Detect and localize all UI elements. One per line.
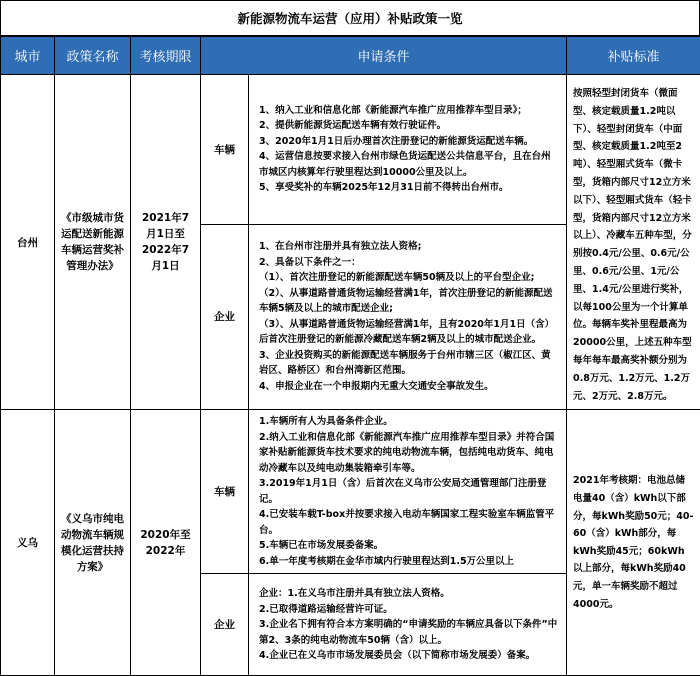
condition-line: 4、申报企业在一个申报期内无重大交通安全事故发生。 (259, 379, 560, 395)
header-conditions: 申请条件 (201, 37, 567, 75)
condition-line: （1）、首次注册登记的新能源配送车辆50辆及以上的平台型企业; (259, 270, 560, 286)
subcategory-vehicle: 车辆 (201, 75, 249, 225)
header-period: 考核期限 (131, 37, 201, 75)
city-cell: 义乌 (1, 410, 55, 676)
page-title: 新能源物流车运营（应用）补贴政策一览 (0, 0, 700, 36)
policy-table (0, 36, 700, 676)
condition-line: 企业：1.在义乌市注册并具有独立法人资格。 (259, 586, 560, 602)
period-cell: 2020年至2022年 (131, 410, 201, 676)
table-row (1, 75, 700, 225)
condition-line: 2、提供新能源货运配送车辆有效行驶证件。 (259, 118, 560, 134)
subcategory-enterprise: 企业 (201, 224, 249, 410)
condition-line: 2.纳入工业和信息化部《新能源汽车推广应用推荐车型目录》并符合国家补贴新能源货车技术要求的纯电动物流车辆，包括纯电动货车、纯电动冷藏车以及纯电动集装箱牵引车等。 (259, 430, 560, 477)
vehicle-conditions (249, 75, 567, 225)
condition-line: 2.已取得道路运输经营许可证。 (259, 602, 560, 618)
condition-line: 1.车辆所有人为具备条件企业。 (259, 414, 560, 430)
condition-line: 6.单一年度考核期在金华市域内行驶里程达到1.5万公里以上 (259, 554, 560, 570)
condition-line: 3、企业投资购买的新能源配送车辆服务于台州市辖三区（椒江区、黄岩区、路桥区）和台州湾新区范围。 (259, 348, 560, 379)
enterprise-conditions (249, 224, 567, 410)
subcategory-vehicle: 车辆 (201, 410, 249, 574)
subcategory-enterprise: 企业 (201, 574, 249, 676)
condition-line: 2、具备以下条件之一： (259, 255, 560, 271)
condition-line: 3.2019年1月1日（含）后首次在义乌市公安局交通管理部门注册登记。 (259, 476, 560, 507)
subsidy-standard-cell: 按照轻型封闭货车（微面型、核定载质量1.2吨以下）、轻型封闭货车（中面型、核定载质量1.2吨至2吨）、轻型厢式货车（微卡型，货箱内部尺寸12立方米以下）、轻型厢式货车（轻卡型，货箱内部尺寸12立方米以上）、冷藏车五种车型，分别按0.4元/公里、0.6元/公里、0.6元/公里、1元/公里、1.4元/公里进行奖补，以每100公里为一个计算单位。每辆车奖补里程最高为20000公里，上述五种车型每年每车最高奖补额分别为0.8万元、1.2万元、1.2万元、2万元、2.8万元。 (567, 75, 700, 410)
condition-line: 4.企业已在义乌市市场发展委员会（以下简称市场发展委）备案。 (259, 648, 560, 664)
condition-line: 4.已安装车载T-box并按要求接入电动车辆国家工程实验室车辆监管平台。 (259, 507, 560, 538)
vehicle-conditions (249, 410, 567, 574)
header-standard: 补贴标准 (567, 37, 700, 75)
condition-line: 3.企业名下拥有符合本方案明确的“申请奖励的车辆应具备以下条件”中第2、3条的纯电动物流车50辆（含）以上。 (259, 617, 560, 648)
condition-line: 3、2020年1月1日后办理首次注册登记的新能源货运配送车辆。 (259, 134, 560, 150)
period-cell: 2021年7月1日至2022年7月1日 (131, 75, 201, 410)
table-row (1, 410, 700, 574)
policy-name-cell: 《义乌市纯电动物流车辆规模化运营扶持方案》 (55, 410, 131, 676)
enterprise-conditions (249, 574, 567, 676)
condition-line: 5.车辆已在市场发展委备案。 (259, 538, 560, 554)
subsidy-standard-cell: 2021年考核期：电池总储电量40（含）kWh以下部分，每kWh奖励50元；40-60（含）kWh部分，每kWh奖励45元；60kWh以上部分，每kWh奖励40元，单一车辆奖励不超过4000元。 (567, 410, 700, 676)
policy-name-cell: 《市级城市货运配送新能源车辆运营奖补管理办法》 (55, 75, 131, 410)
header-policy-name: 政策名称 (55, 37, 131, 75)
condition-line: 1、在台州市注册并具有独立法人资格; (259, 239, 560, 255)
city-cell: 台州 (1, 75, 55, 410)
condition-line: 5、享受奖补的车辆2025年12月31日前不得转出台州市。 (259, 180, 560, 196)
condition-line: 1、纳入工业和信息化部《新能源汽车推广应用推荐车型目录》； (259, 103, 560, 119)
condition-line: 4、运营信息按要求接入台州市绿色货运配送公共信息平台，且在台州市城区内核算年行驶里程达到10000公里及以上。 (259, 149, 560, 180)
header-city: 城市 (1, 37, 55, 75)
table-header-row (1, 37, 700, 75)
condition-line: （3）、从事道路普通货物运输经营满1年，且有2020年1月1日（含）后首次注册登记的新能源冷藏配送车辆2辆及以上的城市配送企业。 (259, 317, 560, 348)
condition-line: （2）、从事道路普通货物运输经营满1年，首次注册登记的新能源配送车辆5辆及以上的城市配送企业; (259, 286, 560, 317)
